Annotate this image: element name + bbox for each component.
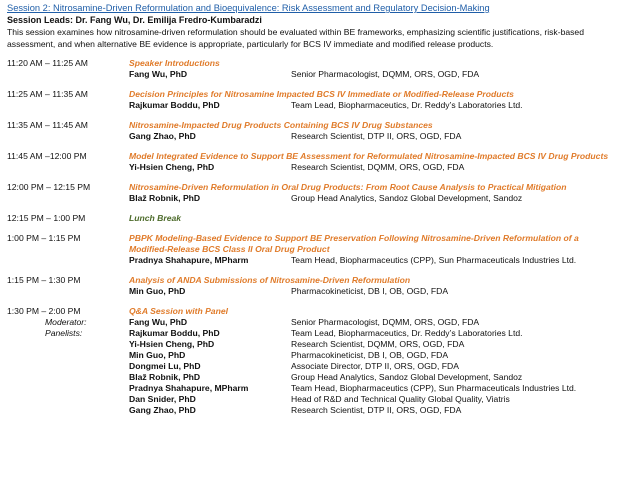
slot-content xyxy=(129,275,614,297)
panelist-affiliation: Team Head, Biopharmaceutics (CPP), Sun Pharmaceuticals Industries Ltd. xyxy=(291,383,577,393)
speaker-affiliation: Team Head, Biopharmaceutics (CPP), Sun Pharmaceuticals Industries Ltd. xyxy=(291,255,577,265)
slot-time: 1:30 PM – 2:00 PM xyxy=(7,306,81,316)
speaker-affiliation: Senior Pharmacologist, DQMM, ORS, OGD, FDA xyxy=(291,69,480,79)
talk-title: PBPK Modeling-Based Evidence to Support BE Preservation Following Nitrosamine-Driven Reformulation of a Modified-Release BCS Class II Oral Drug Product xyxy=(129,233,579,254)
speaker-affiliation: Pharmacokineticist, DB I, OB, OGD, FDA xyxy=(291,286,449,296)
panelist-name: Blaž Robnik, PhD xyxy=(129,372,201,382)
lunch-break-label: Lunch Break xyxy=(129,213,182,223)
slot-time: 12:00 PM – 12:15 PM xyxy=(7,182,91,192)
slot-content xyxy=(45,306,614,416)
talk-title: Model Integrated Evidence to Support BE Assessment for Reformulated Nitrosamine-Impacted BCS IV Drug Products xyxy=(129,151,609,161)
speaker-row xyxy=(129,255,614,266)
slot-content xyxy=(129,182,614,204)
panelist-row xyxy=(7,405,614,416)
schedule xyxy=(7,58,614,416)
moderator-name: Fang Wu, PhD xyxy=(129,317,188,327)
qa-title: Q&A Session with Panel xyxy=(129,306,229,316)
session-leads: Session Leads: Dr. Fang Wu, Dr. Emilija Fredro-Kumbaradzi xyxy=(7,15,262,25)
speaker-name: Blaž Robnik, PhD xyxy=(129,193,201,203)
agenda-slot xyxy=(7,120,614,142)
slot-time: 11:35 AM – 11:45 AM xyxy=(7,120,88,130)
panelist-name: Yi-Hsien Cheng, PhD xyxy=(129,339,215,349)
agenda-slot xyxy=(7,233,614,266)
slot-time: 12:15 PM – 1:00 PM xyxy=(7,213,86,223)
panel-role-spacer xyxy=(7,361,129,372)
panelist-affiliation: Associate Director, DTP II, ORS, OGD, FDA xyxy=(291,361,459,371)
slot-content xyxy=(129,120,614,142)
speaker-name: Fang Wu, PhD xyxy=(129,69,188,79)
panelist-affiliation: Team Lead, Biopharmaceutics, Dr. Reddy’s Laboratories Ltd. xyxy=(291,328,523,338)
agenda-slot xyxy=(7,151,614,173)
speaker-row xyxy=(129,286,614,297)
panelist-row xyxy=(7,339,614,350)
panelist-name: Rajkumar Boddu, PhD xyxy=(129,328,220,338)
panelist-row xyxy=(7,372,614,383)
panel-role-spacer xyxy=(7,383,129,394)
speaker-row xyxy=(129,193,614,204)
speaker-name: Yi-Hsien Cheng, PhD xyxy=(129,162,215,172)
panelist-affiliation: Research Scientist, DTP II, ORS, OGD, FDA xyxy=(291,405,462,415)
panelist-row xyxy=(7,361,614,372)
panel-role-spacer xyxy=(7,350,129,361)
panelist-row xyxy=(7,394,614,405)
speaker-row xyxy=(129,131,614,142)
panelists-label: Panelists: xyxy=(45,328,83,338)
speaker-row xyxy=(129,100,614,111)
slot-content xyxy=(129,58,614,80)
panelist-name: Min Guo, PhD xyxy=(129,350,186,360)
panel-role-spacer xyxy=(7,405,129,416)
agenda-slot xyxy=(7,182,614,204)
qa-session-slot xyxy=(7,306,614,416)
speaker-name: Rajkumar Boddu, PhD xyxy=(129,100,220,110)
talk-title: Speaker Introductions xyxy=(129,58,220,68)
slot-content xyxy=(129,213,614,224)
speaker-affiliation: Research Scientist, DTP II, ORS, OGD, FDA xyxy=(291,131,462,141)
panelist-affiliation: Group Head Analytics, Sandoz Global Development, Sandoz xyxy=(291,372,523,382)
panelist-affiliation: Pharmacokineticist, DB I, OB, OGD, FDA xyxy=(291,350,449,360)
panelist-name: Dan Snider, PhD xyxy=(129,394,196,404)
speaker-row xyxy=(129,162,614,173)
panelist-row xyxy=(7,383,614,394)
agenda-slot xyxy=(7,89,614,111)
slot-time: 1:00 PM – 1:15 PM xyxy=(7,233,81,243)
talk-title: Decision Principles for Nitrosamine Impacted BCS IV Immediate or Modified-Release Products xyxy=(129,89,514,99)
slot-time: 1:15 PM – 1:30 PM xyxy=(7,275,81,285)
panel-role-spacer xyxy=(7,339,129,350)
agenda-slot xyxy=(7,275,614,297)
panelist-affiliation: Research Scientist, DQMM, ORS, OGD, FDA xyxy=(291,339,465,349)
speaker-name: Min Guo, PhD xyxy=(129,286,186,296)
slot-time: 11:25 AM – 11:35 AM xyxy=(7,89,88,99)
panelist-name: Gang Zhao, PhD xyxy=(129,405,196,415)
speaker-affiliation: Group Head Analytics, Sandoz Global Development, Sandoz xyxy=(291,193,523,203)
slot-content xyxy=(129,89,614,111)
panelist-affiliation: Head of R&D and Technical Quality Global Quality, Viatris xyxy=(291,394,510,404)
speaker-row xyxy=(129,69,614,80)
slot-content xyxy=(129,233,614,266)
speaker-affiliation: Team Lead, Biopharmaceutics, Dr. Reddy’s Laboratories Ltd. xyxy=(291,100,523,110)
speaker-name: Gang Zhao, PhD xyxy=(129,131,196,141)
talk-title: Nitrosamine-Driven Reformulation in Oral Drug Products: From Root Cause Analysis to Practical Mitigation xyxy=(129,182,567,192)
slot-time: 11:20 AM – 11:25 AM xyxy=(7,58,88,68)
moderator-affiliation: Senior Pharmacologist, DQMM, ORS, OGD, FDA xyxy=(291,317,480,327)
moderator-label: Moderator: xyxy=(45,317,87,327)
panel-role-spacer xyxy=(7,372,129,383)
agenda-slot xyxy=(7,58,614,80)
speaker-affiliation: Research Scientist, DQMM, ORS, OGD, FDA xyxy=(291,162,465,172)
talk-title: Analysis of ANDA Submissions of Nitrosamine-Driven Reformulation xyxy=(129,275,411,285)
panelist-row xyxy=(7,328,614,339)
speaker-name: Pradnya Shahapure, MPharm xyxy=(129,255,249,265)
slot-time: 11:45 AM –12:00 PM xyxy=(7,151,87,161)
session-title-link[interactable]: Session 2: Nitrosamine-Driven Reformulation and Bioequivalence: Risk Assessment and Regulatory Decision-Making xyxy=(7,3,490,13)
talk-title: Nitrosamine-Impacted Drug Products Containing BCS IV Drug Substances xyxy=(129,120,433,130)
slot-content xyxy=(129,151,614,173)
panelist-name: Pradnya Shahapure, MPharm xyxy=(129,383,249,393)
moderator-row xyxy=(7,317,614,328)
agenda-slot-break xyxy=(7,213,614,224)
panelist-row xyxy=(7,350,614,361)
session-description: This session examines how nitrosamine-driven reformulation should be evaluated within BE frameworks, emphasizing scientific justifications, risk-based assessment, and when alternative BE evidence is appropriate, particularly for BCS IV immediate and modified release products. xyxy=(7,27,584,49)
panel-role-spacer xyxy=(7,394,129,405)
panelist-name: Dongmei Lu, PhD xyxy=(129,361,201,371)
